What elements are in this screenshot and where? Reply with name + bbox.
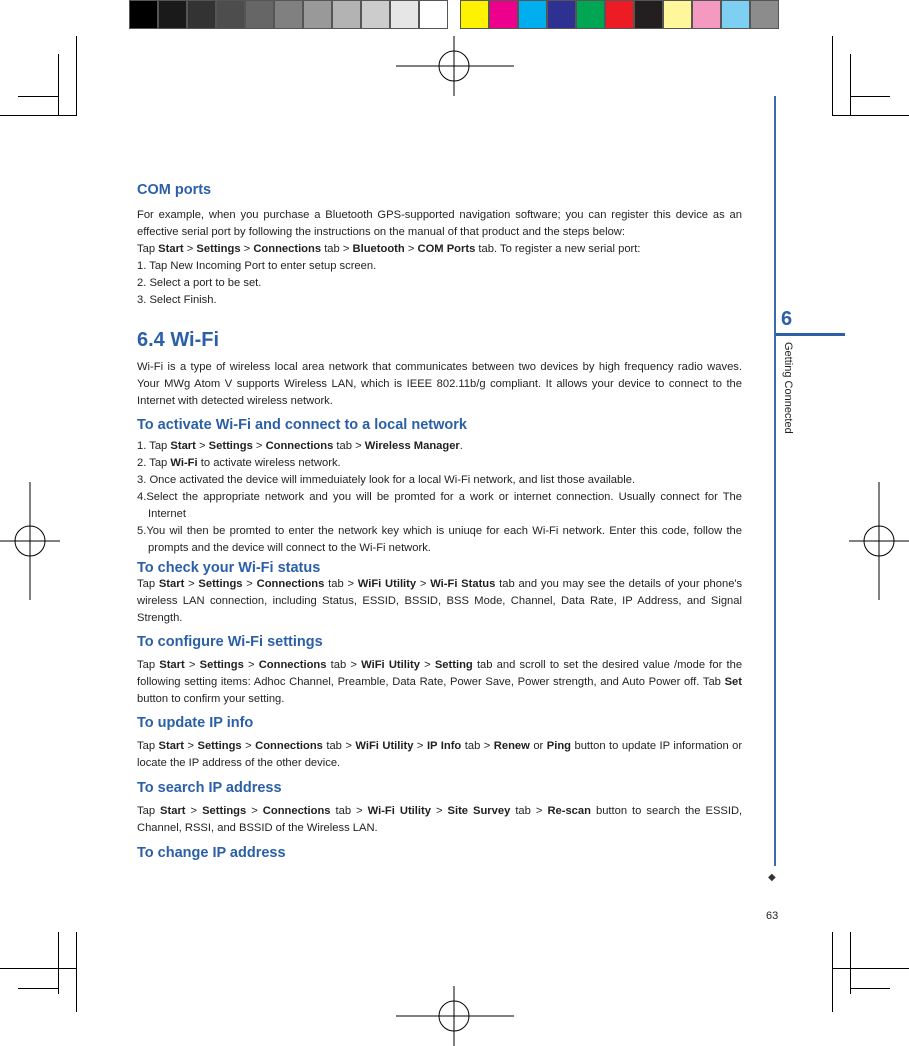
crop-mark [0, 968, 76, 969]
update-section [137, 715, 742, 772]
update-heading: To update IP info [137, 715, 254, 731]
com-ports-heading: COM ports [137, 182, 212, 198]
configure-heading: To configure Wi-Fi settings [137, 634, 323, 650]
color-swatch [332, 0, 361, 29]
search-section [137, 780, 742, 837]
color-swatch [158, 0, 187, 29]
crop-mark [850, 932, 851, 994]
crop-mark [850, 96, 890, 97]
configure-text: Tap Start > Settings > Connections tab > WiFi Utility > Setting tab and scroll to set the desired value /mode for the following setting items: Adhoc Channel, Preamble, Data Rate, Power Save, Power strength, and Auto Power off. Tab Set button to confirm your setting. [137, 659, 743, 705]
color-swatch [216, 0, 245, 29]
diamond-icon: ◆ [768, 872, 776, 883]
chapter-label: Getting Connected [782, 342, 794, 434]
page-number: 63 [766, 910, 779, 922]
chapter-bar [776, 333, 845, 336]
com-tap-line: Tap Start > Settings > Connections tab > Bluetooth > COM Ports tab. To register a new serial port: [137, 243, 641, 255]
update-text: Tap Start > Settings > Connections tab > WiFi Utility > IP Info tab > Renew or Ping button to update IP information or locate the IP address of the other device. [137, 740, 743, 769]
color-swatch [750, 0, 779, 29]
com-step-2: 2. Select a port to be set. [137, 277, 262, 289]
color-swatch [245, 0, 274, 29]
crop-mark [0, 115, 76, 116]
crop-mark [832, 932, 833, 1012]
registration-mark-bottom [396, 986, 514, 1046]
crop-mark [76, 932, 77, 1012]
search-heading: To search IP address [137, 780, 282, 796]
crop-mark [850, 54, 851, 116]
color-swatch [303, 0, 332, 29]
color-swatch [634, 0, 663, 29]
crop-mark [76, 36, 77, 116]
crop-mark [58, 54, 59, 116]
com-step-3: 3. Select Finish. [137, 294, 217, 306]
activate-heading: To activate Wi-Fi and connect to a local network [137, 417, 467, 433]
wifi-intro: Wi-Fi is a type of wireless local area network that communicates between two devices by high frequency radio waves. Your MWg Atom V supports Wireless LAN, which is IEEE 802.11b/g compliant. It allows your device to connect to the Internet with detected wireless network. [137, 361, 742, 407]
wifi-section [137, 329, 742, 410]
com-step-1: 1. Tap New Incoming Port to enter setup screen. [137, 260, 377, 272]
color-swatch [692, 0, 721, 29]
crop-mark [58, 932, 59, 994]
search-text: Tap Start > Settings > Connections tab > Wi-Fi Utility > Site Survey tab > Re-scan button to search the ESSID, Channel, RSSI, and BSSID of the Wireless LAN. [137, 805, 743, 834]
registration-mark-right [849, 482, 909, 600]
gray-swatch-bar [129, 0, 448, 31]
chapter-number: 6 [781, 308, 793, 330]
color-swatch [663, 0, 692, 29]
color-swatch [187, 0, 216, 29]
color-swatch [547, 0, 576, 29]
registration-mark-top [396, 36, 514, 96]
crop-mark [832, 968, 909, 969]
activate-step-3: 3. Once activated the device will immeduiately look for a local Wi-Fi network, and list those available. [137, 474, 636, 486]
status-section [137, 560, 742, 627]
color-swatch [576, 0, 605, 29]
activate-step-4: 4.Select the appropriate network and you will be promted for a work or internet connection. Usually connect for The Internet [137, 491, 742, 520]
activate-step-2: 2. Tap Wi-Fi to activate wireless network. [137, 457, 341, 469]
color-swatch [460, 0, 489, 29]
crop-mark [850, 988, 890, 989]
color-swatch [489, 0, 518, 29]
activate-step-1: 1. Tap Start > Settings > Connections tab > Wireless Manager. [137, 440, 463, 452]
activate-step-5: 5.You wil then be promted to enter the network key which is uniuqe for each Wi-Fi network. Enter this code, follow the prompts and the device will connect to the Wi-Fi network. [137, 525, 742, 554]
status-text: Tap Start > Settings > Connections tab > WiFi Utility > Wi-Fi Status tab and you may see the details of your phone's wireless LAN connection, including Status, ESSID, BSSID, BSS Mode, Channel, Data Rate, IP Address, and Signal Strength. [137, 578, 743, 624]
color-swatch [129, 0, 158, 29]
color-swatch [274, 0, 303, 29]
sidebar-rule [774, 96, 776, 866]
crop-mark [832, 115, 909, 116]
activate-section [137, 417, 742, 557]
com-ports-section [137, 182, 742, 309]
status-heading: To check your Wi-Fi status [137, 560, 321, 576]
change-section [137, 845, 742, 861]
crop-mark [18, 988, 58, 989]
color-swatch [361, 0, 390, 29]
color-swatch [518, 0, 547, 29]
registration-mark-left [0, 482, 60, 600]
color-swatch-bar [460, 0, 779, 31]
crop-mark [832, 36, 833, 116]
change-heading: To change IP address [137, 845, 286, 861]
color-swatch [390, 0, 419, 29]
color-swatch [419, 0, 448, 29]
color-swatch [721, 0, 750, 29]
color-swatch [605, 0, 634, 29]
crop-mark [18, 96, 58, 97]
com-intro: For example, when you purchase a Bluetooth GPS-supported navigation software; you can register this device as an effective serial port by following the instructions on the manual of that product and the steps below: [137, 209, 742, 238]
configure-section [137, 634, 742, 708]
wifi-heading: 6.4 Wi-Fi [137, 329, 220, 351]
